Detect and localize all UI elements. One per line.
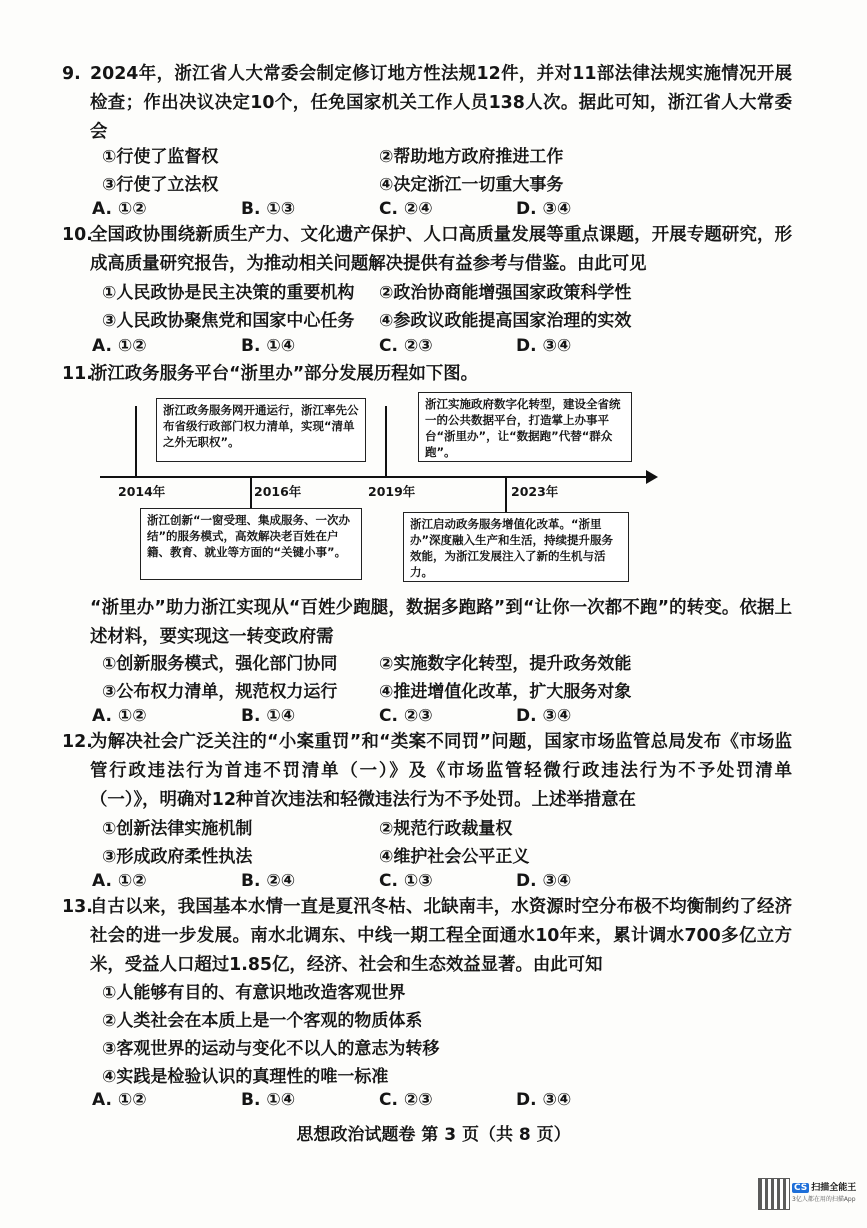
question-number: 9. [62, 64, 81, 84]
answer-a: A. ①② [92, 199, 147, 219]
timeline-box-2019: 浙江实施政府数字化转型，建设全省统一的公共数据平台，打造掌上办事平台“浙里办”，让“数据跑”代替“群众跑”。 [418, 392, 632, 462]
answer-b: B. ①③ [241, 199, 296, 219]
option-3: ③行使了立法权 [102, 175, 219, 195]
option-2: ②政治协商能增强国家政策科学性 [379, 283, 632, 303]
answer-a: A. ①② [92, 1090, 147, 1110]
question-13 [62, 893, 792, 980]
answer-a: A. ①② [92, 871, 147, 891]
option-4: ④实践是检验认识的真理性的唯一标准 [102, 1067, 389, 1087]
timeline-connector-2019 [385, 406, 387, 478]
question-stem: 为解决社会广泛关注的“小案重罚”和“类案不同罚”问题，国家市场监管总局发布《市场监管行政违法行为首违不罚清单（一）》及《市场监管轻微行政违法行为不予处罚清单（一）》，明确对12种首次违法和轻微违法行为不予处罚。上述举措意在 [90, 732, 792, 810]
option-4: ④决定浙江一切重大事务 [379, 175, 564, 195]
scanner-tagline: 3亿人都在用的扫描App [792, 1196, 856, 1203]
option-1: ①人能够有目的、有意识地改造客观世界 [102, 983, 406, 1003]
scanner-watermark [758, 1178, 856, 1216]
question-stem: 自古以来，我国基本水情一直是夏汛冬枯、北缺南丰，水资源时空分布极不均衡制约了经济社会的进一步发展。南水北调东、中线一期工程全面通水10年来，累计调水700多亿立方米，受益人口超过1.85亿，经济、社会和生态效益显著。由此可知 [90, 897, 792, 975]
option-1: ①创新法律实施机制 [102, 819, 253, 839]
answer-a: A. ①② [92, 706, 147, 726]
question-stem: 全国政协围绕新质生产力、文化遗产保护、人口高质量发展等重点课题，开展专题研究，形成高质量研究报告，为推动相关问题解决提供有益参考与借鉴。由此可见 [90, 225, 792, 274]
year-label-2019: 2019年 [368, 484, 416, 499]
year-label-2023: 2023年 [511, 484, 559, 499]
answer-c: C. ②③ [379, 1090, 433, 1110]
option-4: ④推进增值化改革，扩大服务对象 [379, 682, 632, 702]
year-label-2016: 2016年 [254, 484, 302, 499]
question-number: 12. [62, 732, 93, 752]
option-3: ③公布权力清单，规范权力运行 [102, 682, 338, 702]
option-2: ②人类社会在本质上是一个客观的物质体系 [102, 1011, 423, 1031]
option-4: ④维护社会公平正义 [379, 847, 530, 867]
brand-name: 扫描全能王 [811, 1183, 857, 1193]
timeline-connector-2023 [505, 476, 507, 512]
page-footer: 思想政治试题卷 第 3 页（共 8 页） [296, 1125, 571, 1145]
answer-d: D. ③④ [516, 1090, 572, 1110]
brand-badge: CS [794, 1183, 808, 1193]
question-stem: 浙江政务服务平台“浙里办”部分发展历程如下图。 [90, 364, 479, 384]
option-3: ③形成政府柔性执法 [102, 847, 253, 867]
option-4: ④参政议政能提高国家治理的实效 [379, 311, 632, 331]
option-1: ①创新服务模式，强化部门协同 [102, 654, 338, 674]
year-label-2014: 2014年 [118, 484, 166, 499]
timeline-box-2016: 浙江创新“一窗受理、集成服务、一次办结”的服务模式，高效解决老百姓在户籍、教育、就业等方面的“关键小事”。 [140, 508, 362, 580]
answer-b: B. ①④ [241, 336, 296, 356]
question-11-stem-2 [62, 594, 792, 652]
option-2: ②实施数字化转型，提升政务效能 [379, 654, 632, 674]
option-1: ①行使了监督权 [102, 147, 219, 167]
answer-b: B. ①④ [241, 706, 296, 726]
question-number: 10. [62, 225, 93, 245]
option-3: ③人民政协聚焦党和国家中心任务 [102, 311, 355, 331]
option-1: ①人民政协是民主决策的重要机构 [102, 283, 355, 303]
timeline-arrow [646, 470, 658, 484]
answer-d: D. ③④ [516, 336, 572, 356]
question-stem: 2024年，浙江省人大常委会制定修订地方性法规12件，并对11部法律法规实施情况开展检查；作出决议决定10个，任免国家机关工作人员138人次。据此可知，浙江省人大常委会 [90, 64, 792, 142]
timeline-connector-2014 [135, 406, 137, 478]
answer-b: B. ①④ [241, 1090, 296, 1110]
question-11 [62, 360, 792, 389]
question-9 [62, 60, 792, 147]
answer-c: C. ②③ [379, 706, 433, 726]
timeline-box-2023: 浙江启动政务服务增值化改革。“浙里办”深度融入生产和生活，持续提升服务效能，为浙江发展注入了新的生机与活力。 [403, 512, 629, 582]
question-number: 13. [62, 897, 93, 917]
timeline-axis [100, 476, 648, 478]
answer-d: D. ③④ [516, 706, 572, 726]
question-12 [62, 728, 792, 815]
qr-code-icon [758, 1178, 790, 1210]
scanner-brand [792, 1180, 856, 1193]
question-stem: “浙里办”助力浙江实现从“百姓少跑腿，数据多跑路”到“让你一次都不跑”的转变。依据上述材料，要实现这一转变政府需 [90, 598, 792, 647]
option-3: ③客观世界的运动与变化不以人的意志为转移 [102, 1039, 440, 1059]
answer-c: C. ②④ [379, 199, 433, 219]
option-2: ②帮助地方政府推进工作 [379, 147, 564, 167]
option-2: ②规范行政裁量权 [379, 819, 513, 839]
question-10 [62, 221, 792, 279]
answer-c: C. ②③ [379, 336, 433, 356]
answer-c: C. ①③ [379, 871, 433, 891]
timeline-diagram [100, 392, 660, 592]
answer-d: D. ③④ [516, 871, 572, 891]
question-number: 11. [62, 364, 93, 384]
timeline-box-2014: 浙江政务服务网开通运行，浙江率先公布省级行政部门权力清单，实现“清单之外无职权”。 [156, 398, 366, 462]
answer-d: D. ③④ [516, 199, 572, 219]
timeline-connector-2016 [250, 476, 252, 508]
answer-b: B. ②④ [241, 871, 296, 891]
answer-a: A. ①② [92, 336, 147, 356]
